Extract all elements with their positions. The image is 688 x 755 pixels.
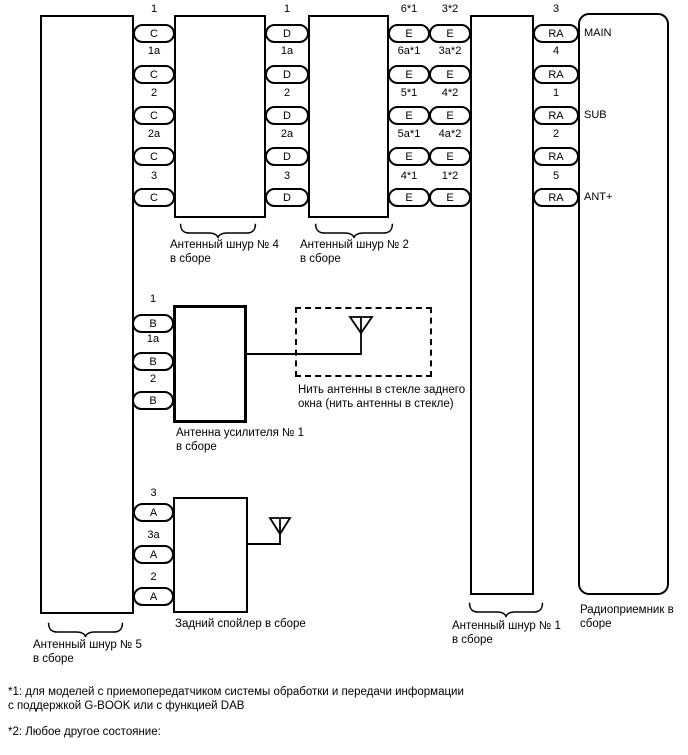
pin-number-b-1: 1 xyxy=(149,293,157,305)
footnote-1 xyxy=(8,686,464,713)
connector-d-pin-2a: D xyxy=(265,147,309,166)
radio-label-line1: Радиоприемник в xyxy=(580,604,674,616)
brace-cord-1 xyxy=(468,601,544,618)
radio-terminal-main: MAIN xyxy=(584,27,612,39)
connector-a-pin-3: A xyxy=(133,503,174,522)
pin-number-ra-4: 4 xyxy=(552,45,560,57)
cord-1-label xyxy=(452,620,561,647)
radio-label xyxy=(580,604,674,631)
antenna-amplifier-box xyxy=(173,305,247,423)
spoiler-label: Задний спойлер в сборе xyxy=(175,618,306,630)
antenna-cord-4-box xyxy=(174,15,266,218)
pin-number-e_right-3*2: 3*2 xyxy=(441,3,459,15)
pin-number-e_right-4a*2: 4a*2 xyxy=(438,128,462,140)
footnote-1-line1: *1: для моделей с приемопередатчиком системы обработки и передачи информации xyxy=(8,686,464,698)
connector-c-pin-1a: C xyxy=(133,65,175,84)
connector-ra-pin-2: RA xyxy=(533,147,579,166)
connector-d-pin-3: D xyxy=(265,188,309,207)
pin-number-c-2a: 2a xyxy=(147,128,161,140)
pin-number-e_left-5*1: 5*1 xyxy=(400,87,418,99)
wire-amplifier-to-glass-antenna xyxy=(246,353,361,355)
connector-e_left-pin-4*1: E xyxy=(388,188,430,207)
connector-e_right-pin-4*2: E xyxy=(429,106,471,125)
pin-number-d-2: 2 xyxy=(283,87,291,99)
connector-a-pin-3a: A xyxy=(133,545,174,564)
amplifier-label-line1: Антенна усилителя № 1 xyxy=(176,427,304,439)
connector-c-pin-1: C xyxy=(133,24,175,43)
pin-number-d-3: 3 xyxy=(283,170,291,182)
cord-4-label xyxy=(170,239,279,266)
rear-spoiler-box xyxy=(173,497,248,613)
cord-4-label-line2: в сборе xyxy=(170,252,211,265)
pin-number-b-1a: 1a xyxy=(146,333,160,345)
radio-terminal-sub: SUB xyxy=(584,109,607,121)
amplifier-label xyxy=(176,427,304,454)
connector-a-pin-2: A xyxy=(133,587,174,606)
radio-terminal-ant: ANT+ xyxy=(584,191,613,203)
pin-number-e_left-5a*1: 5a*1 xyxy=(397,128,421,140)
antenna-cord-2-box xyxy=(308,15,389,218)
pin-number-e_left-4*1: 4*1 xyxy=(400,170,418,182)
cord-4-label-line1: Антенный шнур № 4 xyxy=(170,239,279,251)
connector-e_right-pin-3a*2: E xyxy=(429,65,471,84)
glass-antenna-label-line2: окна (нить антенны в стекле) xyxy=(298,397,454,410)
glass-antenna-label-line1: Нить антенны в стекле заднего xyxy=(298,384,466,396)
pin-number-e_left-6*1: 6*1 xyxy=(400,3,418,15)
brace-cord-5 xyxy=(47,621,124,638)
connector-e_right-pin-3*2: E xyxy=(429,24,471,43)
pin-number-ra-1: 1 xyxy=(552,87,560,99)
cord-5-label xyxy=(33,639,142,666)
connector-e_left-pin-6a*1: E xyxy=(388,65,430,84)
footnote-1-line2: с поддержкой G-BOOK или с функцией DAB xyxy=(8,699,245,712)
connector-ra-pin-1: RA xyxy=(533,106,579,125)
cord-5-label-line2: в сборе xyxy=(33,652,74,665)
cord-1-label-line1: Антенный шнур № 1 xyxy=(452,620,561,632)
connector-e_right-pin-1*2: E xyxy=(429,188,471,207)
pin-number-b-2: 2 xyxy=(149,373,157,385)
connector-d-pin-2: D xyxy=(265,106,309,125)
connector-ra-pin-3: RA xyxy=(533,24,579,43)
connector-c-pin-3: C xyxy=(133,188,175,207)
antenna-cord-1-box xyxy=(470,15,534,595)
pin-number-e_right-4*2: 4*2 xyxy=(441,87,459,99)
pin-number-c-1: 1 xyxy=(150,3,158,15)
pin-number-d-1a: 1a xyxy=(280,45,294,57)
connector-ra-pin-4: RA xyxy=(533,65,579,84)
connector-ra-pin-5: RA xyxy=(533,188,579,207)
connector-e_left-pin-6*1: E xyxy=(388,24,430,43)
pin-number-a-2: 2 xyxy=(150,571,157,583)
amplifier-label-line2: в сборе xyxy=(176,440,217,453)
pin-number-c-1a: 1a xyxy=(147,45,161,57)
pin-number-ra-2: 2 xyxy=(552,128,560,140)
connector-e_left-pin-5a*1: E xyxy=(388,147,430,166)
pin-number-a-3: 3 xyxy=(150,487,157,499)
cord-1-label-line2: в сборе xyxy=(452,633,493,646)
connector-b-pin-1a: B xyxy=(132,352,174,371)
radio-label-line2: сборе xyxy=(580,617,612,630)
glass-antenna-icon xyxy=(348,315,374,357)
brace-cord-4 xyxy=(179,222,257,239)
cord-2-label xyxy=(300,239,409,266)
brace-cord-2 xyxy=(314,222,394,239)
pin-number-e_right-1*2: 1*2 xyxy=(441,170,459,182)
pin-number-d-2a: 2a xyxy=(280,128,294,140)
radio-receiver-box xyxy=(578,13,669,595)
antenna-cord-5-box xyxy=(40,15,134,614)
connector-b-pin-1: B xyxy=(132,314,174,333)
connector-c-pin-2a: C xyxy=(133,147,175,166)
pin-number-e_right-3a*2: 3a*2 xyxy=(438,45,462,57)
connector-d-pin-1a: D xyxy=(265,65,309,84)
cord-5-label-line1: Антенный шнур № 5 xyxy=(33,639,142,651)
pin-number-ra-3: 3 xyxy=(552,3,560,15)
pin-number-d-1: 1 xyxy=(283,3,291,15)
cord-2-label-line2: в сборе xyxy=(300,252,341,265)
connector-e_right-pin-4a*2: E xyxy=(429,147,471,166)
cord-2-label-line1: Антенный шнур № 2 xyxy=(300,239,409,251)
connector-b-pin-2: B xyxy=(132,391,174,410)
spoiler-antenna-icon xyxy=(268,516,292,546)
connector-c-pin-2: C xyxy=(133,106,175,125)
footnote-2: *2: Любое другое состояние: xyxy=(8,726,161,738)
pin-number-c-3: 3 xyxy=(150,170,158,182)
pin-number-a-3a: 3a xyxy=(147,529,160,541)
pin-number-ra-5: 5 xyxy=(552,170,560,182)
connector-d-pin-1: D xyxy=(265,24,309,43)
connector-e_left-pin-5*1: E xyxy=(388,106,430,125)
pin-number-e_left-6a*1: 6a*1 xyxy=(397,45,421,57)
glass-antenna-label xyxy=(298,384,465,411)
pin-number-c-2: 2 xyxy=(150,87,158,99)
